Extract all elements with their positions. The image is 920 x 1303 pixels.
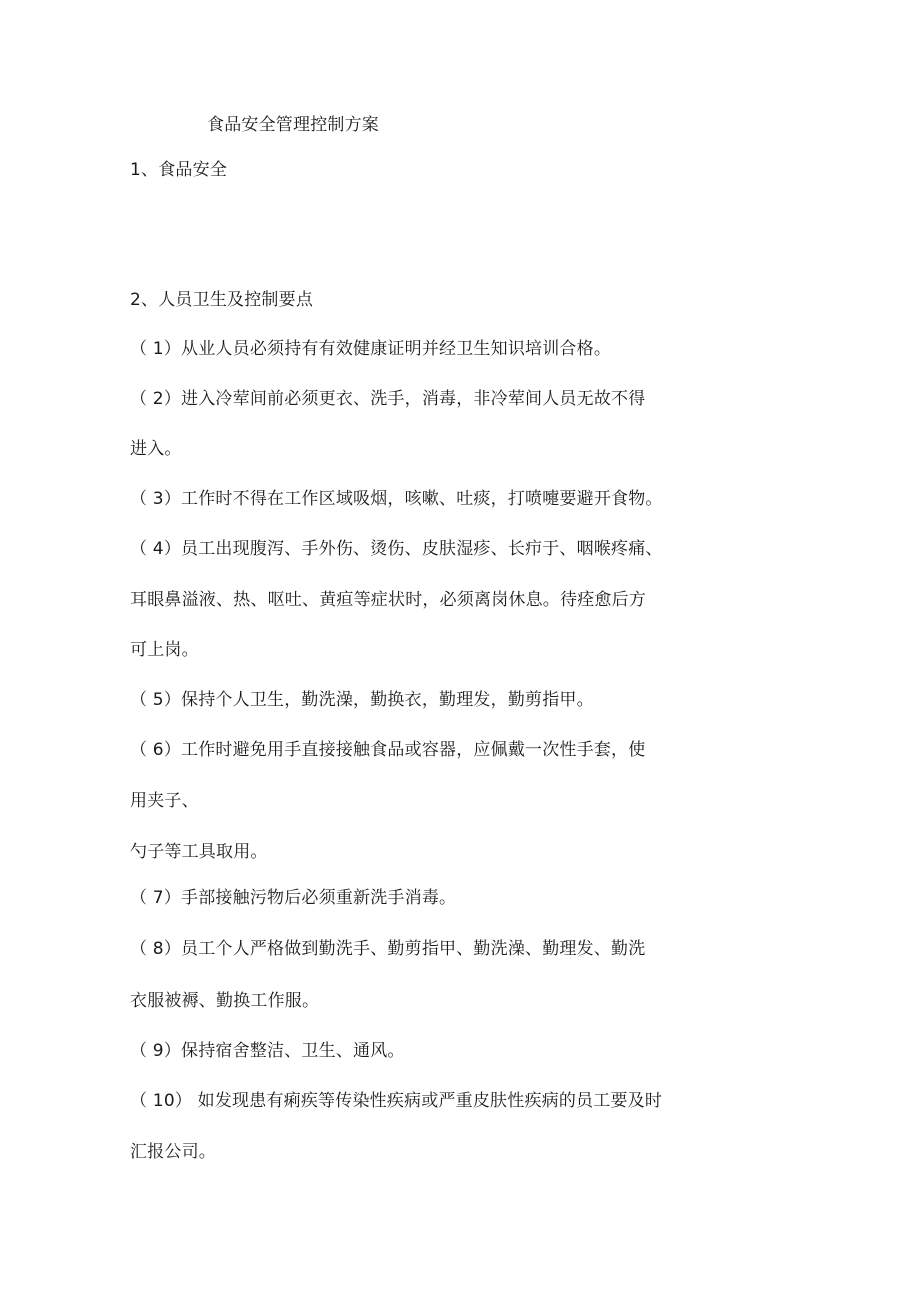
paragraph-line: （ 6）工作时避免用手直接接触食品或容器，应佩戴一次性手套，使 — [130, 740, 646, 760]
page-title: 食品安全管理控制方案 — [207, 115, 379, 135]
paragraph-line: 汇报公司。 — [130, 1142, 216, 1162]
paragraph-line: （ 5）保持个人卫生，勤洗澡，勤换衣，勤理发，勤剪指甲。 — [130, 690, 594, 710]
paragraph-line: 进入。 — [130, 439, 182, 459]
paragraph-line: 可上岗。 — [130, 640, 199, 660]
paragraph-line: 耳眼鼻溢液、热、呕吐、黄疸等症状时，必须离岗休息。待痊愈后方 — [130, 590, 646, 610]
paragraph-line: （ 4）员工出现腹泻、手外伤、烫伤、皮肤湿疹、长疖于、咽喉疼痛、 — [130, 539, 663, 559]
paragraph-line: （ 2）进入冷荤间前必须更衣、洗手，消毒，非冷荤间人员无故不得 — [130, 389, 646, 409]
paragraph-line: （ 10） 如发现患有痢疾等传染性疾病或严重皮肤性疾病的员工要及时 — [130, 1091, 663, 1111]
paragraph-line: （ 3）工作时不得在工作区域吸烟，咳嗽、吐痰，打喷嚏要避开食物。 — [130, 489, 663, 509]
section-heading-2: 2、人员卫生及控制要点 — [130, 290, 314, 310]
paragraph-line: （ 8）员工个人严格做到勤洗手、勤剪指甲、勤洗澡、勤理发、勤洗 — [130, 939, 646, 959]
paragraph-line: （ 7）手部接触污物后必须重新洗手消毒。 — [130, 888, 457, 908]
paragraph-line: 用夹子、 — [130, 791, 199, 811]
paragraph-line: （ 9）保持宿舍整洁、卫生、通风。 — [130, 1041, 405, 1061]
section-heading-1: 1、食品安全 — [130, 160, 228, 180]
paragraph-line: 衣服被褥、勤换工作服。 — [130, 991, 320, 1011]
paragraph-line: 勺子等工具取用。 — [130, 842, 268, 862]
paragraph-line: （ 1）从业人员必须持有有效健康证明并经卫生知识培训合格。 — [130, 339, 612, 359]
